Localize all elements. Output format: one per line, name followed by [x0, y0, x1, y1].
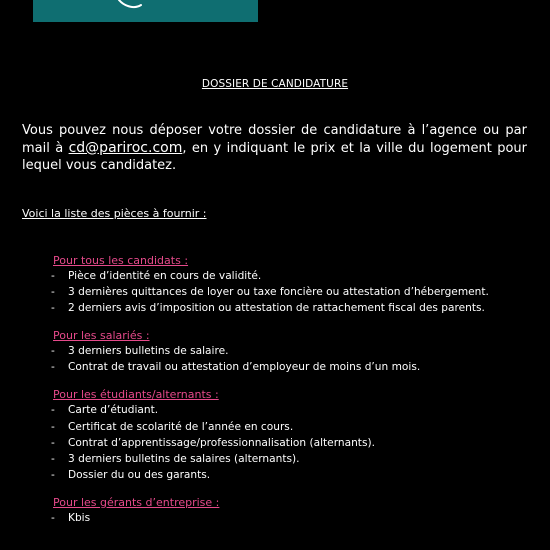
- list-item: [51, 343, 528, 359]
- list-item: [51, 268, 528, 284]
- section-item-list: [53, 268, 528, 316]
- bullet-dash: -: [51, 436, 55, 449]
- intro-text-before: Vous pouvez nous déposer votre dossier de candidature à l’agence ou par mail à: [22, 123, 527, 156]
- bullet-dash: -: [51, 404, 55, 417]
- list-item: [51, 300, 528, 316]
- logo-swoosh-icon: [33, 0, 258, 22]
- agency-logo: [33, 0, 258, 22]
- list-item: [51, 467, 528, 483]
- section-title: Pour tous les candidats :: [53, 254, 189, 267]
- list-item-text: Kbis: [68, 511, 91, 524]
- list-item: [51, 510, 528, 526]
- document-section: [53, 328, 528, 375]
- document-section: [53, 387, 528, 482]
- document-section: [53, 495, 528, 526]
- bullet-dash: -: [51, 511, 55, 524]
- document-sections: [53, 253, 528, 538]
- list-item: [51, 402, 528, 418]
- bullet-dash: -: [51, 286, 55, 299]
- section-title: Pour les salariés :: [53, 329, 150, 343]
- bullet-dash: -: [51, 361, 55, 374]
- list-item: [51, 359, 528, 375]
- list-item-text: 3 derniers bulletins de salaire.: [68, 345, 229, 358]
- list-item-text: Dossier du ou des garants.: [68, 468, 211, 481]
- bullet-dash: -: [51, 420, 55, 433]
- list-heading: Voici la liste des pièces à fournir :: [22, 207, 207, 220]
- list-item-text: Pièce d’identité en cours de validité.: [68, 270, 262, 282]
- bullet-dash: -: [51, 345, 55, 358]
- section-item-list: [53, 402, 528, 482]
- bullet-dash: -: [51, 270, 55, 282]
- bullet-dash: -: [51, 452, 55, 465]
- document-title: DOSSIER DE CANDIDATURE: [201, 78, 349, 90]
- list-item-text: Certificat de scolarité de l’année en cours.: [68, 420, 294, 433]
- list-item: [51, 419, 528, 435]
- list-item-text: 3 derniers bulletins de salaires (alternants).: [68, 452, 300, 465]
- bullet-dash: -: [51, 468, 55, 481]
- email-link[interactable]: cd@pariroc.com: [68, 139, 183, 156]
- list-item-text: 3 dernières quittances de loyer ou taxe foncière ou attestation d’hébergement.: [68, 286, 489, 299]
- list-item-text: Contrat de travail ou attestation d’employeur de moins d’un mois.: [68, 361, 421, 374]
- list-item-text: Carte d’étudiant.: [68, 404, 159, 417]
- intro-paragraph: [22, 122, 527, 175]
- section-item-list: [53, 510, 528, 526]
- list-item: [51, 435, 528, 451]
- document-section: [53, 253, 528, 316]
- bullet-dash: -: [51, 302, 55, 315]
- section-item-list: [53, 343, 528, 375]
- list-item: [51, 451, 528, 467]
- section-title: Pour les gérants d’entreprise :: [53, 495, 220, 509]
- list-item: [51, 284, 528, 300]
- list-item-text: Contrat d’apprentissage/professionnalisation (alternants).: [68, 436, 375, 449]
- section-title: Pour les étudiants/alternants :: [53, 388, 219, 402]
- intro-text-after: , en y indiquant le prix et la ville du logement pour lequel vous candidatez.: [22, 140, 527, 173]
- list-item-text: 2 derniers avis d’imposition ou attestation de rattachement fiscal des parents.: [68, 302, 485, 315]
